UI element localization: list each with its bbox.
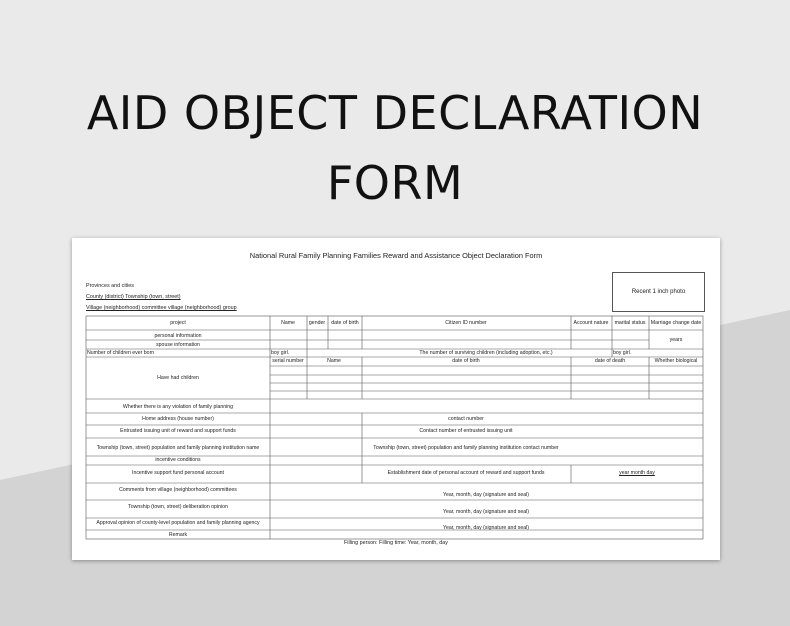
entrusted-unit-label: Entrusted issuing unit of reward and support funds [120,428,236,434]
boy-girl-label-1: boy girl. [271,350,290,356]
personal-info-label: personal information [154,333,202,339]
photo-label: Recent 1 inch photo [631,289,686,295]
village-comments-label: Comments from village (neighborhood) committees [119,487,237,493]
township-institution-label: Township (town, street) population and family planning institution name [96,445,260,451]
header-name: Name [281,320,295,326]
serial-number-header: serial number [272,358,304,364]
village-label: Village (neighborhood) committee village (neighborhood) group [86,305,237,311]
signature-line-3: Year, month, day (signature and seal) [442,525,530,531]
violation-label: Whether there is any violation of family planning [122,404,234,410]
header-marriage-change: Marriage change date [650,320,702,326]
children-born-label: Number of children ever born [87,350,155,356]
provinces-label: Provinces and cities [86,283,134,289]
signature-line-1: Year, month, day (signature and seal) [442,492,530,498]
page-headline [0,78,790,218]
header-gender: gender [308,320,326,326]
county-label: County (district) Township (town, street) [86,294,181,300]
surviving-children-label: The number of surviving children (including adoption, etc.) [419,350,553,356]
entrusted-contact-label: Contact number of entrusted issuing unit [419,428,513,434]
township-opinion-label: Township (town, street) deliberation opinion [128,504,228,510]
remark-label: Remark [168,532,188,538]
header-marital-status: marital status [614,320,646,326]
biological-header: Whether biological [654,358,698,364]
incentive-conditions-label: incentive conditions [155,457,201,463]
form-title: National Rural Family Planning Families Reward and Assistance Object Declaration Form [249,251,543,260]
header-account-nature: Account nature [573,320,609,326]
headline-line-2: FORM [326,156,464,210]
child-name-header: Name [327,358,341,364]
form-grid-lines [72,238,720,560]
establishment-date-label: Establishment date of personal account of reward and support funds [387,470,545,476]
home-address-label: Home address (house number) [142,416,214,422]
fund-account-label: Incentive support fund personal account [132,470,224,476]
township-contact-label: Township (town, street) population and family planning institution contact number [373,445,559,451]
form-footer: Filling person: Filling time: Year, month, day [344,540,448,546]
header-dob: date of birth [331,320,359,326]
contact-number-label: contact number [448,416,484,422]
signature-line-2: Year, month, day (signature and seal) [442,509,530,515]
boy-girl-label-2: boy girl. [613,350,632,356]
header-citizen-id: Citizen ID number [445,320,487,326]
spouse-info-label: spouse information [156,342,200,348]
child-dob-header: date of birth [452,358,480,364]
county-approval-label: Approval opinion of county-level population and family planning agency [96,520,260,526]
years-label: years [669,337,683,343]
had-children-label: Have had children [157,375,199,381]
header-project: project [170,320,186,326]
form-sheet [72,238,720,560]
year-month-day-label: year month day [619,470,655,476]
headline-line-1: AID OBJECT DECLARATION [86,86,704,140]
date-of-death-header: date of death [594,358,626,364]
